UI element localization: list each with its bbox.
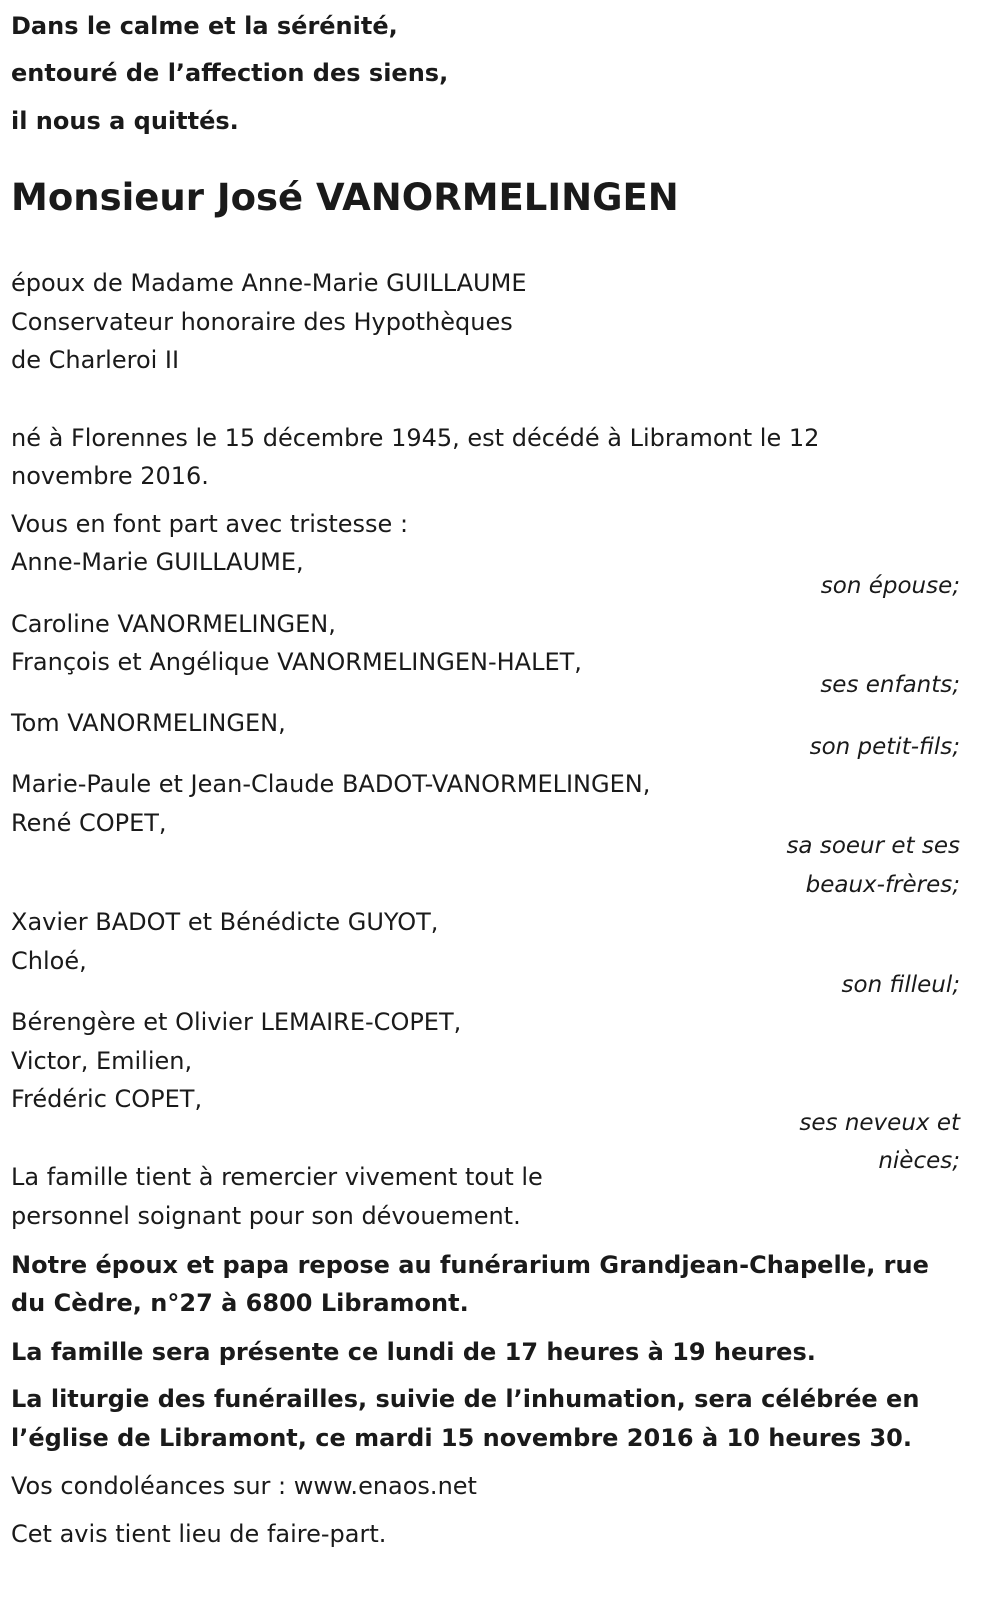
birth-death-line: né à Florennes le 15 décembre 1945, est décédé à Libramont le 12: [11, 424, 820, 452]
detail-line: de Charleroi II: [11, 346, 180, 374]
family-member: Xavier BADOT et Bénédicte GUYOT,: [11, 908, 439, 936]
condolences-line: Vos condoléances sur : www.enaos.net: [11, 1472, 477, 1500]
visitation-info: La famille sera présente ce lundi de 17 heures à 19 heures.: [11, 1338, 816, 1366]
thanks-line: personnel soignant pour son dévouement.: [11, 1202, 521, 1230]
relation-label: ses neveux et: [799, 1110, 960, 1136]
thanks-line: La famille tient à remercier vivement tout le: [11, 1163, 543, 1191]
relation-label: son filleul;: [841, 972, 960, 998]
family-member: Tom VANORMELINGEN,: [11, 709, 286, 737]
birth-death-line: novembre 2016.: [11, 462, 209, 490]
family-member: René COPET,: [11, 809, 167, 837]
relation-label: ses enfants;: [820, 672, 960, 698]
family-member: Marie-Paule et Jean-Claude BADOT-VANORMELINGEN,: [11, 770, 651, 798]
intro-line: entouré de l’affection des siens,: [11, 59, 449, 87]
family-member: Victor, Emilien,: [11, 1047, 193, 1075]
family-member: Frédéric COPET,: [11, 1085, 203, 1113]
relation-label: son épouse;: [820, 573, 960, 599]
funerarium-line: du Cèdre, n°27 à 6800 Libramont.: [11, 1289, 469, 1317]
relation-label: beaux-frères;: [805, 872, 960, 898]
detail-line: époux de Madame Anne-Marie GUILLAUME: [11, 269, 527, 297]
relation-label: son petit-fils;: [809, 734, 960, 760]
relation-label: nièces;: [878, 1148, 960, 1174]
family-member: Bérengère et Olivier LEMAIRE-COPET,: [11, 1008, 462, 1036]
family-member: Caroline VANORMELINGEN,: [11, 610, 336, 638]
intro-line: Dans le calme et la sérénité,: [11, 12, 398, 40]
relation-label: sa soeur et ses: [786, 833, 960, 859]
announcement: Vous en font part avec tristesse :: [11, 510, 409, 538]
detail-line: Conservateur honoraire des Hypothèques: [11, 308, 513, 336]
liturgy-line: l’église de Libramont, ce mardi 15 novembre 2016 à 10 heures 30.: [11, 1424, 912, 1452]
funerarium-line: Notre époux et papa repose au funérarium Grandjean-Chapelle, rue: [11, 1251, 929, 1279]
family-member: François et Angélique VANORMELINGEN-HALET,: [11, 648, 582, 676]
closing-line: Cet avis tient lieu de faire-part.: [11, 1520, 387, 1548]
intro-line: il nous a quittés.: [11, 107, 239, 135]
family-member: Chloé,: [11, 947, 87, 975]
liturgy-line: La liturgie des funérailles, suivie de l’inhumation, sera célébrée en: [11, 1385, 920, 1413]
family-member: Anne-Marie GUILLAUME,: [11, 548, 304, 576]
deceased-name: Monsieur José VANORMELINGEN: [11, 176, 679, 219]
